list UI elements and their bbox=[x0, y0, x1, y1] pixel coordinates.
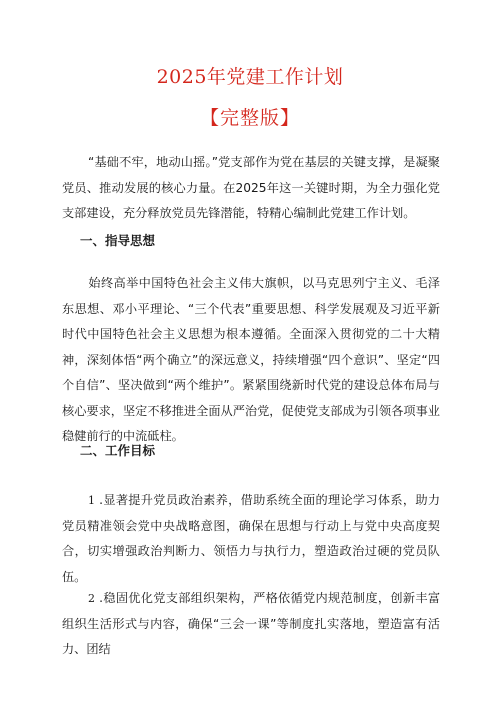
goal-item-1: 1 .显著提升党员政治素养，借助系统全面的理论学习体系，助力党员精准领会党中央战略意图，确保在思想与行动上与党中央高度契合，切实增强政治判断力、领悟力与执行力，塑造政治过硬的党员队伍。 bbox=[62, 493, 441, 584]
section-heading-guiding-ideology: 一、指导思想 bbox=[80, 233, 156, 248]
goal-item-2-number: 2 bbox=[88, 592, 95, 605]
goal-item-1-text: 显著提升党员政治素养，借助系统全面的理论学习体系，助力党员精准领会党中央战略意图，确保在思想与行动上与党中央高度契合，切实增强政治判断力、领悟力与执行力，塑造政治过硬的党员队伍。 bbox=[62, 493, 441, 584]
section-heading-work-goals: 二、工作目标 bbox=[80, 443, 156, 458]
document-subtitle: 【完整版】 bbox=[199, 107, 300, 129]
goal-item-1-number: 1 bbox=[88, 494, 95, 507]
guiding-ideology-paragraph bbox=[62, 271, 440, 450]
intro-paragraph bbox=[62, 150, 440, 227]
goal-item-2-text: 稳固优化党支部组织架构，严格依循党内规范制度，创新丰富组织生活形式与内容，确保“三会一课”等制度扎实落地，塑造富有活力、团结 bbox=[62, 591, 441, 656]
guiding-ideology-text: 始终高举中国特色社会主义伟大旗帜，以马克思列宁主义、毛泽东思想、邓小平理论、“三个代表”重要思想、科学发展观及习近平新时代中国特色社会主义思想为根本遵循。全面深入贯彻党的二十大精神，深刻体悟“两个确立”的深远意义，持续增强“四个意识”、坚定“四个自信”、坚决做到“两个维护”。紧紧围绕新时代党的建设总体布局与核心要求，坚定不移推进全面从严治党，促使党支部成为引领各项事业稳健前行的中流砥柱。 bbox=[62, 276, 440, 443]
document-title: 2025年党建工作计划 bbox=[156, 66, 344, 88]
intro-text: “基础不牢，地动山摇。”党支部作为党在基层的关键支撑，是凝聚党员、推动发展的核心力量。在2025年这一关键时期，为全力强化党支部建设，充分释放党员先锋潜能，特精心编制此党建工作计划。 bbox=[62, 155, 440, 220]
goal-item-2: 2 .稳固优化党支部组织架构，严格依循党内规范制度，创新丰富组织生活形式与内容，确保“三会一课”等制度扎实落地，塑造富有活力、团结 bbox=[62, 591, 441, 656]
